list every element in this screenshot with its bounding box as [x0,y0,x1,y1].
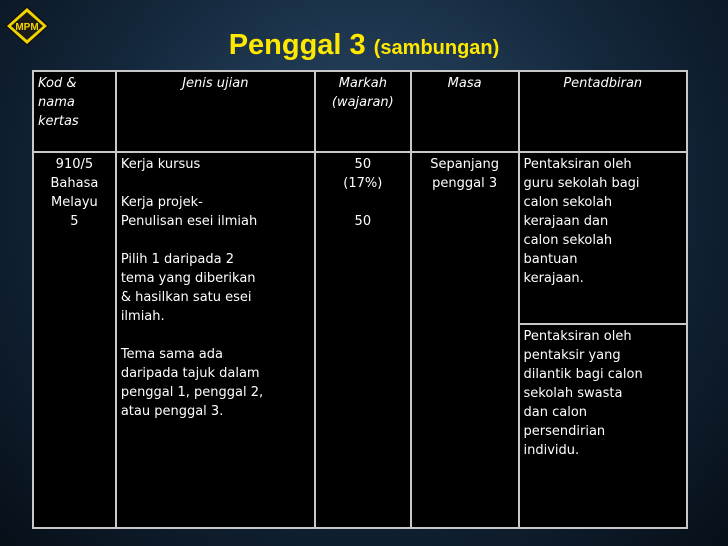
slide-title [0,28,728,65]
cell-markah: 50 (17%) 50 [315,152,411,528]
header-markah: Markah (wajaran) [315,71,411,152]
assessment-table [32,70,688,529]
title-main: Penggal 3 [228,29,366,61]
cell-jenis-ujian: Kerja kursus Kerja projek- Penulisan esei ilmiah Pilih 1 daripada 2 tema yang diberikan & hasilkan satu esei ilmiah. Tema sama ada daripada tajuk dalam penggal 1, penggal 2, atau penggal 3. [116,152,315,528]
pentadbiran-sekolah: Pentaksiran oleh guru sekolah bagi calon sekolah kerajaan dan calon sekolah bantuan kerajaan. [520,153,686,325]
table-row [33,152,687,528]
cell-pentadbiran [519,152,687,528]
header-jenis-ujian: Jenis ujian [116,71,315,152]
header-kod: Kod & nama kertas [33,71,116,152]
header-masa: Masa [411,71,519,152]
title-sub: (sambungan) [373,37,500,59]
logo-text: MPM [15,22,39,33]
pentadbiran-swasta: Pentaksiran oleh pentaksir yang dilantik bagi calon sekolah swasta dan calon persendirian individu. [523,329,643,458]
header-pentadbiran: Pentadbiran [519,71,687,152]
cell-masa: Sepanjang penggal 3 [411,152,519,528]
cell-code: 910/5 Bahasa Melayu 5 [33,152,116,528]
table-header-row [33,71,687,152]
